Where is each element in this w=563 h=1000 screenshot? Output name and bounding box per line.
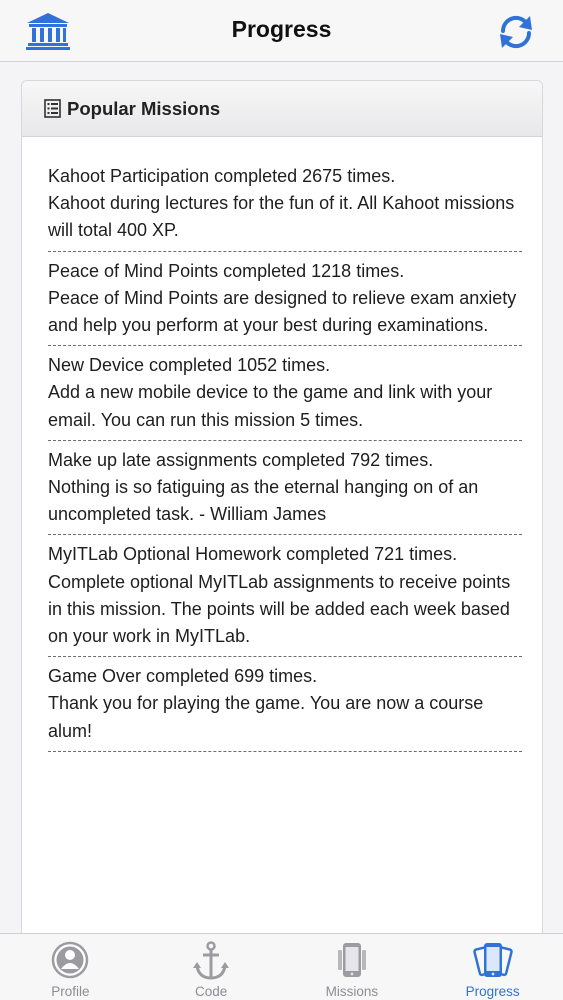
mission-description: Complete optional MyITLab assignments to receive points in this mission. The points will be added each week based on your work in MyITLab. [48,571,511,647]
nav-bar [0,0,563,62]
mission-item-kahoot[interactable] [48,163,522,252]
panel-title: Popular Missions [67,97,221,119]
tab-bar [0,933,563,1000]
mission-description: Peace of Mind Points are designed to relieve exam anxiety and help you perform at your best during examinations. [48,287,517,336]
tab-progress[interactable] [422,934,563,1000]
mission-item-late-assignments[interactable] [48,447,522,536]
mission-description: Add a new mobile device to the game and link with your email. You can run this mission 5 times. [48,382,493,430]
panel-header [22,81,542,137]
mission-title: Kahoot Participation completed 2675 times. [48,166,396,186]
tab-label: Profile [51,984,90,999]
tab-label: Missions [325,984,379,999]
list-icon [44,99,61,118]
mission-item-myitlab[interactable] [48,541,522,657]
tab-missions[interactable] [282,934,423,1000]
mission-title: Game Over completed 699 times. [48,666,318,687]
mission-list [22,137,542,752]
anchor-icon [191,940,231,982]
devices-icon [473,940,513,982]
page-title: Progress [231,16,332,42]
tab-code[interactable] [141,934,282,1000]
mission-item-game-over[interactable] [48,663,522,752]
mission-title: New Device completed 1052 times. [48,355,331,376]
mission-title: Peace of Mind Points completed 1218 times. [48,260,405,281]
mission-title: Make up late assignments completed 792 times. [48,449,434,470]
profile-icon [50,940,90,982]
mission-item-new-device[interactable] [48,352,522,441]
mission-title: MyITLab Optional Homework completed 721 times. [48,544,458,565]
phone-icon [332,940,372,982]
mission-item-peace-of-mind[interactable] [48,258,522,347]
mission-description: Kahoot during lectures for the fun of it. All Kahoot missions will total 400 XP. [48,193,515,241]
mission-description: Thank you for playing the game. You are now a course alum! [48,693,484,741]
tab-label: Progress [465,984,520,999]
tab-label: Code [194,984,228,999]
popular-missions-panel [21,80,543,960]
refresh-icon[interactable] [495,11,537,53]
tab-profile[interactable] [0,934,141,1000]
mission-description: Nothing is so fatiguing as the eternal hanging on of an uncompleted task. - William James [48,477,479,525]
